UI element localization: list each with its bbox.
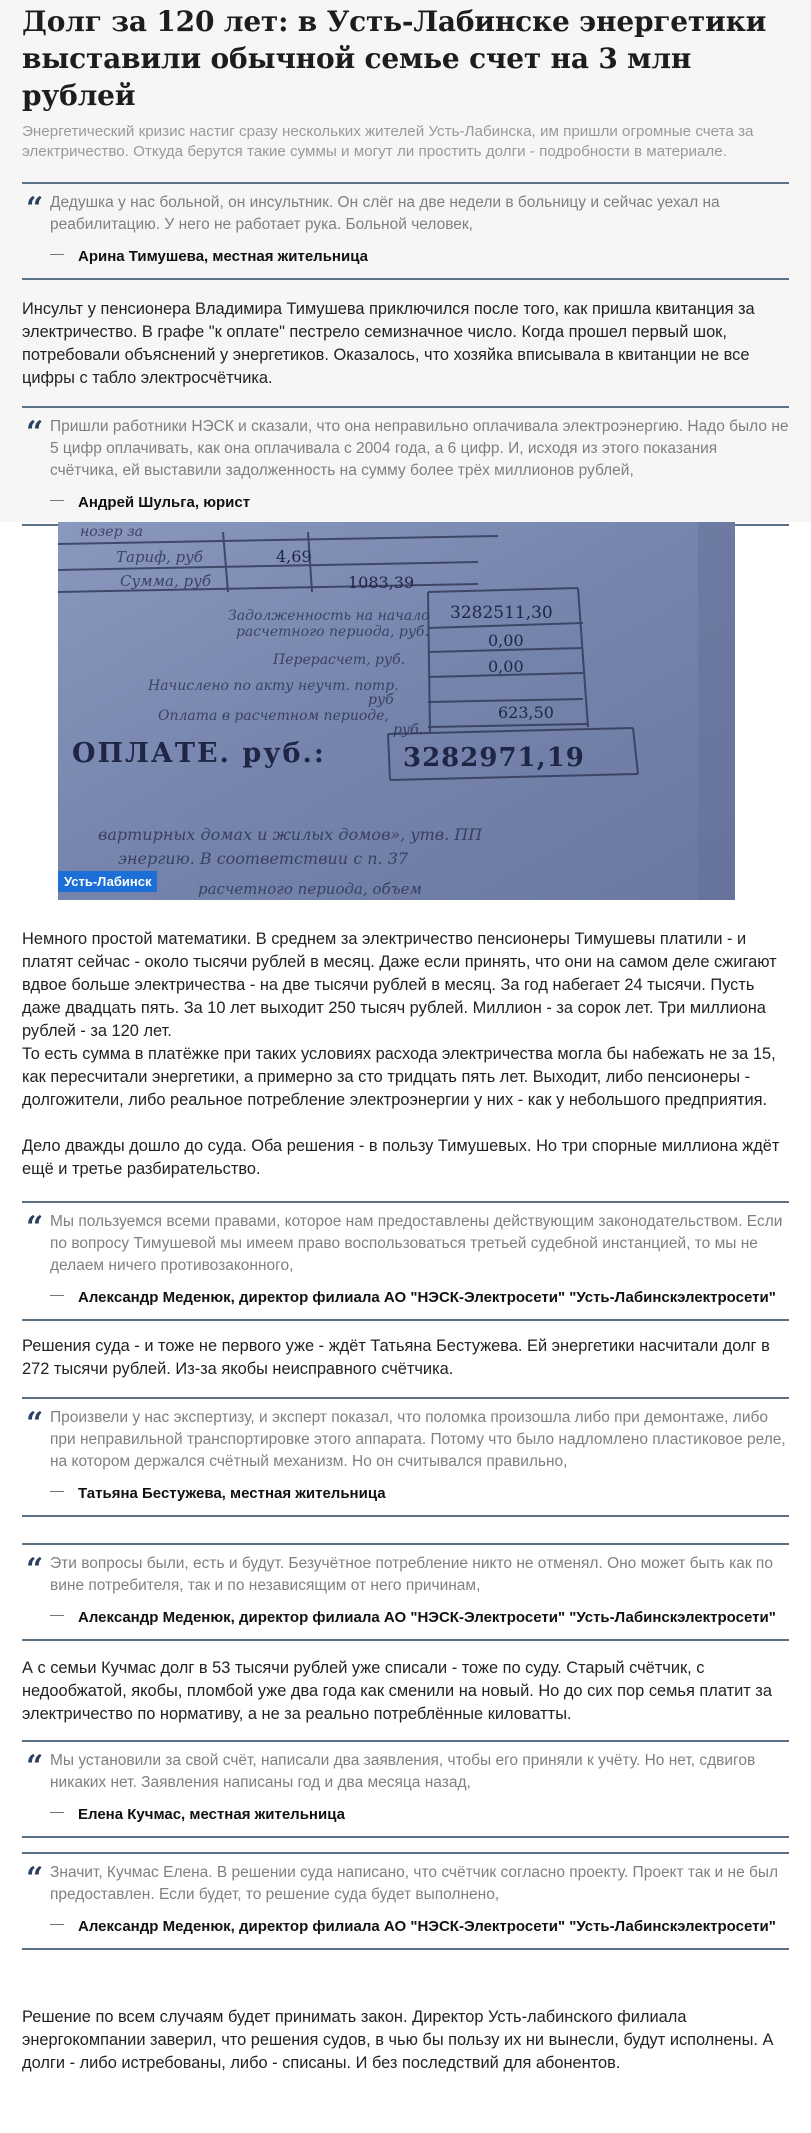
receipt-value: 0,00 bbox=[488, 657, 524, 676]
receipt-total-label: ОПЛАТЕ. руб.: bbox=[72, 738, 326, 769]
quote-author: Татьяна Бестужева, местная жительница bbox=[50, 1485, 789, 1503]
article-photo bbox=[58, 522, 735, 900]
dash-icon bbox=[50, 1615, 64, 1616]
article-lead: Энергетический кризис настиг сразу нескольких жителей Усть-Лабинска, им пришли огромные счета за электричество. Откуда берутся такие суммы и могут ли простить долги - подробности в материале. bbox=[22, 123, 754, 160]
quote-icon: “ bbox=[26, 191, 44, 226]
receipt-value: 3282511,30 bbox=[450, 603, 553, 623]
quote-author: Елена Кучмас, местная жительница bbox=[50, 1806, 789, 1824]
quote-block bbox=[22, 1852, 789, 1950]
quote-block bbox=[22, 1201, 789, 1321]
quote-text: Дедушка у нас больной, он инсультник. Он слёг на две недели в больницу и сейчас уехал на реабилитацию. У него не работает рука. Больной человек, bbox=[50, 194, 720, 233]
quote-icon: “ bbox=[26, 1861, 44, 1896]
receipt-label: руб bbox=[368, 692, 394, 708]
quote-block bbox=[22, 1543, 789, 1641]
paragraph: То есть сумма в платёжке при таких условиях расхода электричества могла бы набежать не за 15, как пересчитали энергетики, а примерно за сто тридцать пять лет. Выходит, либо пенсионеры - долгожители, либо реальное потребление электроэнергии у них - как у небольшого предприятия. bbox=[22, 1045, 776, 1109]
receipt-label: расчетного периода, руб. bbox=[236, 624, 429, 640]
paragraph: Решение по всем случаям будет принимать закон. Директор Усть-лабинского филиала энергокомпании заверил, что решения судов, в чью бы пользу их ни вынесли, будут исполнены. А долги - либо истребованы, либо - списаны. И без последствий для абонентов. bbox=[22, 2008, 774, 2072]
dash-icon bbox=[50, 1491, 64, 1492]
quote-text: Мы пользуемся всеми правами, которое нам предоставлены действующим законодательством. Если по вопросу Тимушевой мы имеем право воспользоваться третьей судебной инстанцией, то мы не делаем ничего противозаконного, bbox=[50, 1213, 783, 1274]
receipt-value: 623,50 bbox=[498, 703, 554, 722]
location-badge: Усть-Лабинск bbox=[58, 871, 157, 892]
receipt-photo bbox=[58, 522, 735, 900]
paragraph: А с семьи Кучмас долг в 53 тысячи рублей уже списали - тоже по суду. Старый счётчик, с недообжатой, якобы, пломбой уже два года как сменили на новый. Но до сих пор семья платит за электричество по нормативу, а не за реально потреблённые киловатты. bbox=[22, 1659, 772, 1723]
quote-block bbox=[22, 1740, 789, 1838]
quote-block bbox=[22, 406, 789, 526]
receipt-total: 3282971,19 bbox=[403, 743, 585, 773]
quote-text: Произвели у нас экспертизу, и эксперт показал, что поломка произошла либо при демонтаже, либо при неправильной транспортировке этого аппарата. Потому что было надломлено пластиковое реле, на котором держался счётный механизм. Но он считывался правильно, bbox=[50, 1409, 786, 1470]
paragraph: Немного простой математики. В среднем за электричество пенсионеры Тимушевы платили - и платят сейчас - около тысячи рублей в месяц. Даже если принять, что они на самом деле сжигают вдвое больше электричества - на две тысячи рублей в месяц. За год набегает 24 тысячи. Пусть даже двадцать пять. За 10 лет выходит 250 тысяч рублей. Миллион - за сорок лет. Три миллиона рублей - за 120 лет. bbox=[22, 930, 777, 1040]
article-title: Долг за 120 лет: в Усть-Лабинске энергетики выставили обычной семье счет на 3 млн рублей bbox=[22, 5, 767, 112]
quote-author: Андрей Шульга, юрист bbox=[50, 494, 789, 512]
quote-text: Мы установили за свой счёт, написали два заявления, чтобы его приняли к учёту. Но нет, сдвигов никаких нет. Заявления написаны год и два месяца назад, bbox=[50, 1752, 756, 1791]
receipt-label: нозер за bbox=[80, 524, 143, 540]
quote-icon: “ bbox=[26, 1552, 44, 1587]
receipt-label: Задолженность на начало bbox=[228, 608, 430, 624]
dash-icon bbox=[50, 500, 64, 501]
paper-shadow bbox=[698, 522, 735, 900]
paragraph: Инсульт у пенсионера Владимира Тимушева приключился после того, как пришла квитанция за электричество. В графе "к оплате" пестрело семизначное число. Когда прошел первый шок, потребовали объяснений у энергетиков. Оказалось, что хозяйка вписывала в квитанции не все цифры с табло электросчётчика. bbox=[22, 300, 755, 387]
quote-icon: “ bbox=[26, 1406, 44, 1441]
dash-icon bbox=[50, 1295, 64, 1296]
quote-author: Арина Тимушева, местная жительница bbox=[50, 248, 789, 266]
receipt-label: Тариф, руб bbox=[116, 548, 203, 566]
quote-author: Александр Меденюк, директор филиала АО "НЭСК-Электросети" "Усть-Лабинскэлектросети" bbox=[50, 1609, 789, 1627]
receipt-label: расчетного периода, объем bbox=[198, 880, 422, 898]
quote-block bbox=[22, 182, 789, 280]
dash-icon bbox=[50, 1924, 64, 1925]
receipt-label: Сумма, руб bbox=[120, 572, 211, 590]
dash-icon bbox=[50, 254, 64, 255]
quote-author: Александр Меденюк, директор филиала АО "НЭСК-Электросети" "Усть-Лабинскэлектросети" bbox=[50, 1918, 789, 1936]
receipt-value: 1083,39 bbox=[348, 573, 415, 592]
quote-text: Пришли работники НЭСК и сказали, что она неправильно оплачивала электроэнергию. Надо было не 5 цифр оплачивать, как она оплачивала с 2004 года, а 6 цифр. И, исходя из этого показания счётчика, ей выставили задолженность на сумму более трёх миллионов рублей, bbox=[50, 418, 789, 479]
receipt-label: Начислено по акту неучт. потр. bbox=[148, 678, 399, 694]
receipt-label: энергию. В соответствии с п. 37 bbox=[118, 849, 409, 868]
receipt-label: вартирных домах и жилых домов», утв. ПП bbox=[98, 825, 483, 844]
quote-text: Эти вопросы были, есть и будут. Безучётное потребление никто не отменял. Оно может быть как по вине потребителя, так и по независящим от него причинам, bbox=[50, 1555, 773, 1594]
quote-author: Александр Меденюк, директор филиала АО "НЭСК-Электросети" "Усть-Лабинскэлектросети" bbox=[50, 1289, 789, 1307]
quote-icon: “ bbox=[26, 415, 44, 450]
dash-icon bbox=[50, 1812, 64, 1813]
receipt-label: руб. bbox=[393, 722, 424, 738]
paragraph: Решения суда - и тоже не первого уже - ждёт Татьяна Бестужева. Ей энергетики насчитали долг в 272 тысячи рублей. Из-за якобы неисправного счётчика. bbox=[22, 1337, 770, 1378]
receipt-label: Перерасчет, руб. bbox=[273, 652, 406, 668]
quote-block bbox=[22, 1397, 789, 1517]
quote-icon: “ bbox=[26, 1749, 44, 1784]
receipt-value: 0,00 bbox=[488, 631, 524, 650]
quote-text: Значит, Кучмас Елена. В решении суда написано, что счётчик согласно проекту. Проект так и не был предоставлен. Если будет, то решение суда будет выполнено, bbox=[50, 1864, 779, 1903]
paragraph: Дело дважды дошло до суда. Оба решения - в пользу Тимушевых. Но три спорные миллиона ждёт ещё и третье разбирательство. bbox=[22, 1137, 780, 1178]
receipt-label: Оплата в расчетном периоде, bbox=[158, 708, 389, 724]
quote-icon: “ bbox=[26, 1210, 44, 1245]
receipt-value: 4,69 bbox=[276, 547, 312, 566]
